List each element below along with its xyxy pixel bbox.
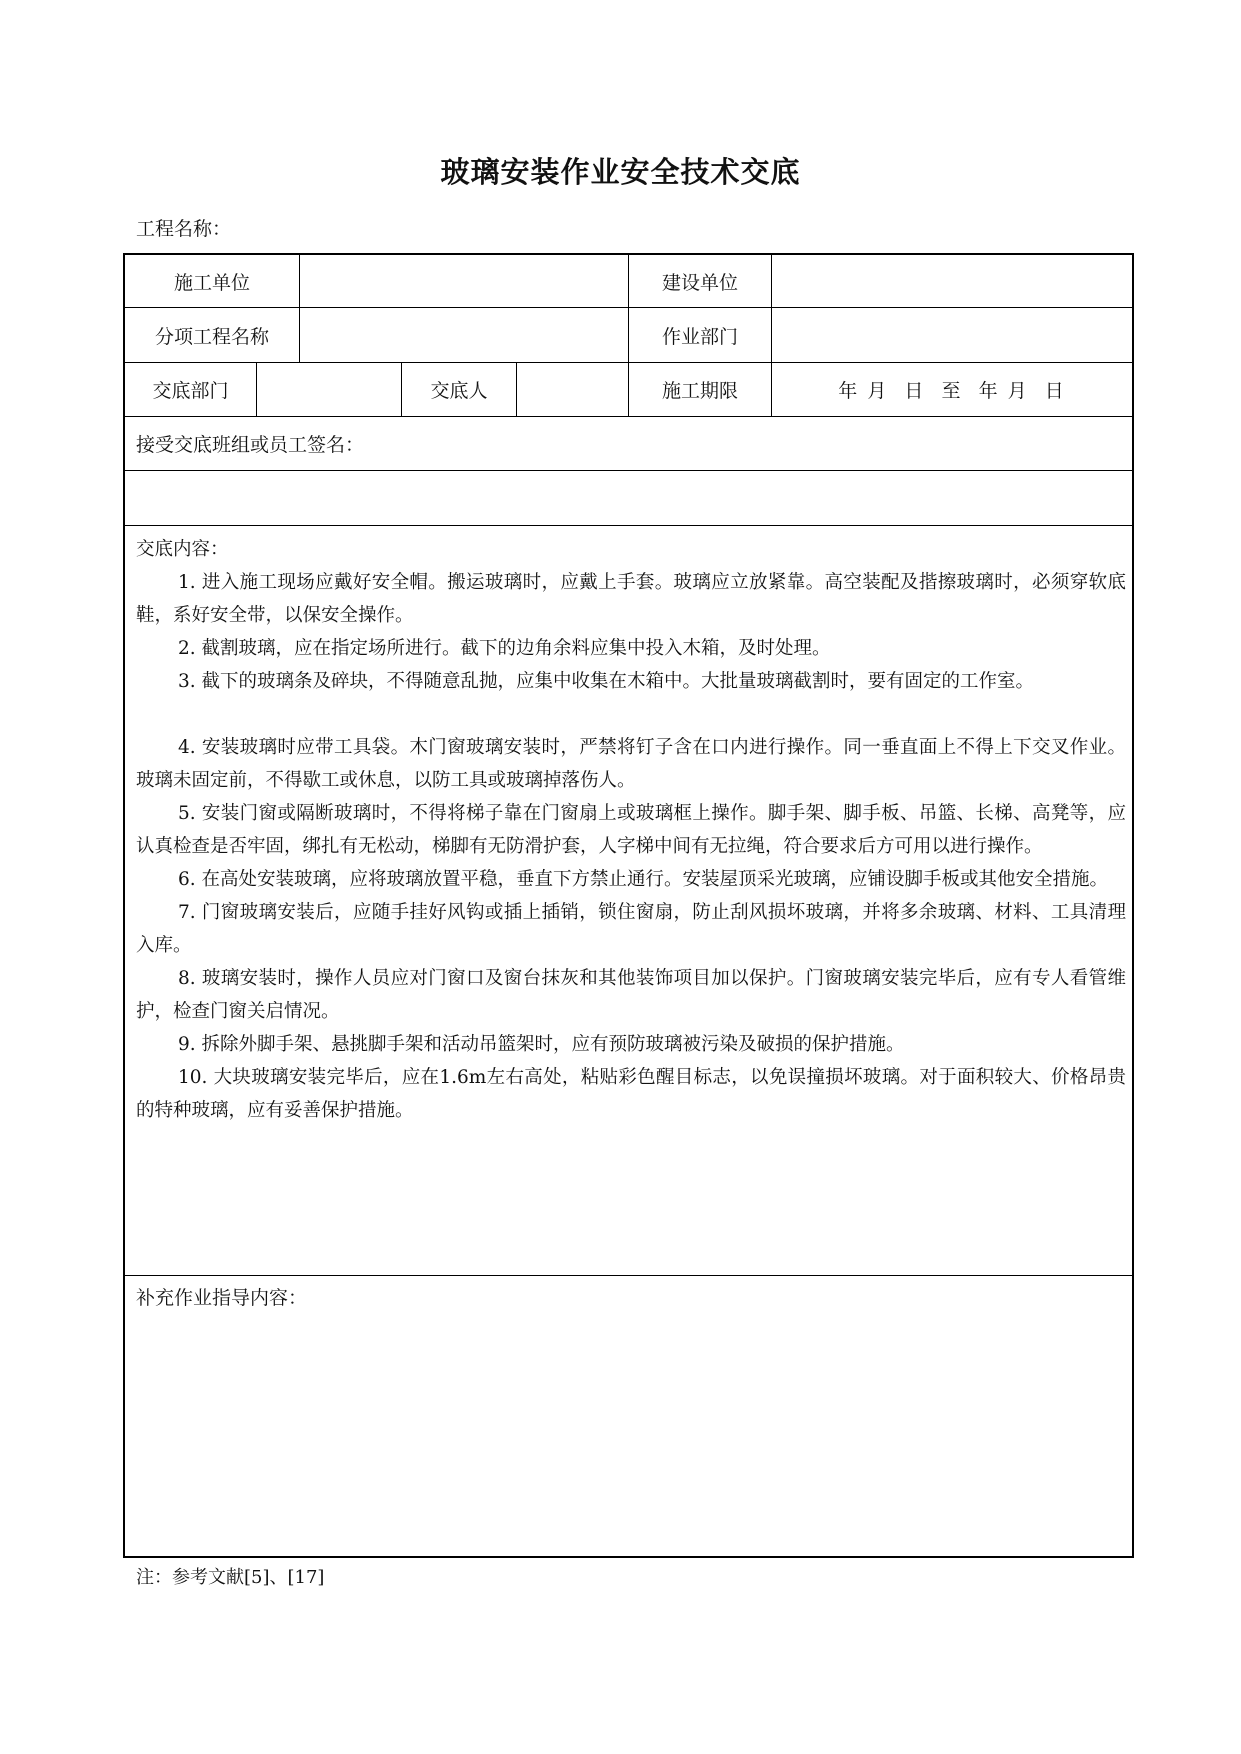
construction-unit-label: 施工单位 [173,271,250,294]
supplement-label: 补充作业指导内容： [136,1286,308,1309]
briefing-content [136,533,1126,1127]
content-item-8: 8. 玻璃安装时，操作人员应对门窗口及窗台抹灰和其他装饰项目加以保护。门窗玻璃安装完毕后，应有专人看管维护，检查门窗关启情况。 [136,968,1126,1022]
period-value[interactable]: 年 月 日 至 年 月 日 [838,380,1066,402]
briefing-dept-label: 交底部门 [152,380,229,402]
owner-unit-field[interactable] [772,255,1132,307]
content-item-6: 6. 在高处安装玻璃，应将玻璃放置平稳，垂直下方禁止通行。安装屋顶采光玻璃，应铺设脚手板或其他安全措施。 [178,869,1109,890]
sub-project-field[interactable] [300,308,628,362]
row-divider [124,525,1133,526]
sub-project-label: 分项工程名称 [154,325,269,348]
period-label: 施工期限 [661,380,738,402]
project-name-label: 工程名称： [136,218,232,240]
content-item-5: 5. 安装门窗或隔断玻璃时，不得将梯子靠在门窗扇上或玻璃框上操作。脚手架、脚手板、吊篮、长梯、高凳等，应认真检查是否牢固，绑扎有无松动，梯脚有无防滑护套，人字梯中间有无拉绳，符合要求后方可用以进行操作。 [136,803,1126,857]
signature-field[interactable] [125,471,1132,525]
content-item-2: 2. 截割玻璃，应在指定场所进行。截下的边角余料应集中投入木箱，及时处理。 [178,638,831,659]
content-item-1: 1. 进入施工现场应戴好安全帽。搬运玻璃时，应戴上手套。玻璃应立放紧靠。高空装配及揩擦玻璃时，必须穿软底鞋，系好安全带，以保安全操作。 [136,572,1126,626]
briefing-dept-field[interactable] [257,363,401,416]
work-dept-label: 作业部门 [661,325,738,348]
content-item-7: 7. 门窗玻璃安装后，应随手挂好风钩或插上插销，锁住窗扇，防止刮风损坏玻璃，并将多余玻璃、材料、工具清理入库。 [136,902,1126,956]
construction-unit-field[interactable] [300,255,628,307]
row-divider [124,1275,1133,1276]
reference-note: 注：参考文献[5]、[17] [136,1567,325,1588]
work-dept-field[interactable] [772,308,1132,362]
content-item-9: 9. 拆除外脚手架、悬挑脚手架和活动吊篮架时，应有预防玻璃被污染及破损的保护措施。 [178,1034,905,1055]
briefing-person-label: 交底人 [430,380,488,402]
supplement-field[interactable] [125,1312,1132,1556]
page-title: 玻璃安装作业安全技术交底 [440,155,801,189]
content-item-3: 3. 截下的玻璃条及碎块，不得随意乱抛，应集中收集在木箱中。大批量玻璃截割时，要有固定的工作室。 [178,671,1035,692]
content-label: 交底内容： [136,539,229,560]
signature-label: 接受交底班组或员工签名： [136,434,365,456]
owner-unit-label: 建设单位 [661,271,738,294]
briefing-person-field[interactable] [517,363,628,416]
content-item-10: 10. 大块玻璃安装完毕后，应在1.6m左右高处，粘贴彩色醒目标志，以免误撞损坏玻璃。对于面积较大、价格昂贵的特种玻璃，应有妥善保护措施。 [136,1067,1126,1121]
content-item-4: 4. 安装玻璃时应带工具袋。木门窗玻璃安装时，严禁将钉子含在口内进行操作。同一垂直面上不得上下交叉作业。玻璃未固定前，不得歇工或休息，以防工具或玻璃掉落伤人。 [136,737,1126,791]
